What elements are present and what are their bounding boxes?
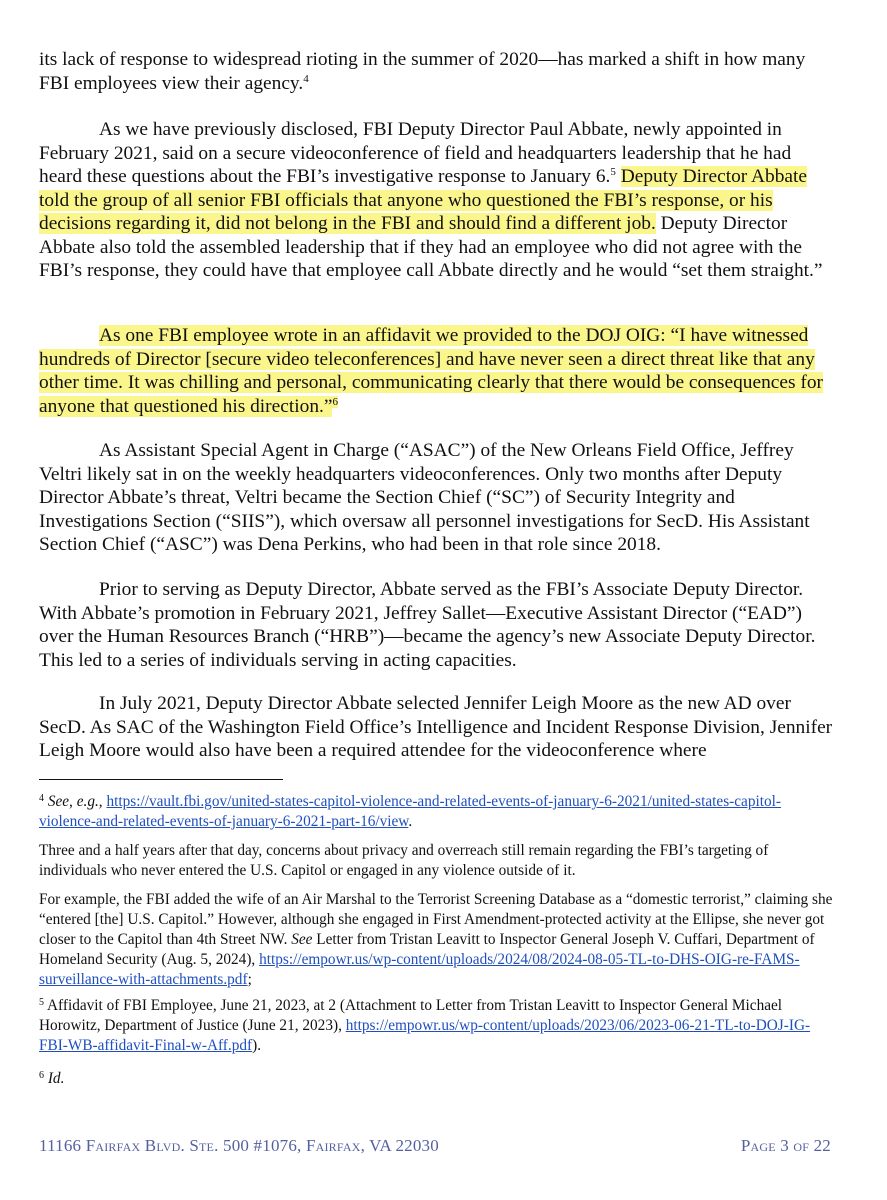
footnote-ref[interactable]: 4 <box>303 72 309 85</box>
punctuation: . <box>408 813 413 830</box>
footnote-link[interactable]: https://empowr.us/wp-content/uploads/2023/06/2023-06-21-TL-to-DOJ-IG-FBI-WB-affidavit-Final-w-Aff.pdf <box>39 1017 811 1054</box>
footer-address: 11166 Fairfax Blvd. Ste. 500 #1076, Fairfax, VA 22030 <box>39 1136 439 1155</box>
punctuation: ; <box>247 971 252 988</box>
footnote-4-paragraph <box>39 890 834 990</box>
footnote-ref[interactable]: 6 <box>332 395 338 408</box>
body-paragraph <box>39 439 839 557</box>
punctuation: ). <box>252 1037 262 1054</box>
footer-page-number: Page 3 of 22 <box>740 1136 831 1155</box>
body-paragraph <box>39 118 839 283</box>
paragraph-text: Deputy Director Abbate also told the assembled leadership that if they had an employee who did not agree with the FBI’s response, they could have that employee call Abbate directly and he would “set them straight.” <box>39 213 823 281</box>
footnote-number: 4 <box>39 793 44 804</box>
footnote-4 <box>39 792 834 832</box>
paragraph-text: its lack of response to widespread rioting in the summer of 2020—has marked a shift in how many FBI employees view their agency. <box>39 49 806 94</box>
paragraph-text: Prior to serving as Deputy Director, Abbate served as the FBI’s Associate Deputy Director. With Abbate’s promotion in February 2021, Jeffrey Sallet—Executive Assistant Director (“EAD”) over the Human Resources Branch (“HRB”)—became the agency’s new Associate Deputy Director. This led to a series of individuals serving in acting capacities. <box>39 579 816 671</box>
footnote-link[interactable]: https://empowr.us/wp-content/uploads/2024/08/2024-08-05-TL-to-DHS-OIG-re-FAMS-surveillance-with-attachments.pdf <box>39 951 800 988</box>
footnote-ref[interactable]: 5 <box>610 166 616 178</box>
highlighted-text: Deputy Director Abbate told the group of all senior FBI officials that anyone who questioned the FBI’s response, or his decisions regarding it, did not belong in the FBI and should find a different job. <box>39 166 808 234</box>
body-paragraph <box>39 48 839 95</box>
footnote-text: Id. <box>47 1070 65 1087</box>
footnote-6 <box>39 1069 834 1089</box>
body-paragraph <box>39 324 839 418</box>
paragraph-text: As we have previously disclosed, FBI Deputy Director Paul Abbate, newly appointed in February 2021, said on a secure videoconference of field and headquarters leadership that he had heard these questions about the FBI’s investigative response to January 6. <box>39 119 792 187</box>
citation-signal: See <box>291 931 313 948</box>
footnote-text: Letter from Tristan Leavitt to Inspector General Joseph V. Cuffari, Department of Homeland Security (Aug. 5, 2024), <box>39 931 815 968</box>
paragraph-text: In July 2021, Deputy Director Abbate selected Jennifer Leigh Moore as the new AD over SecD. As SAC of the Washington Field Office’s Intelligence and Incident Response Division, Jennifer Leigh Moore would also have been a required attendee for the videoconference where <box>39 693 833 761</box>
paragraph-text: As Assistant Special Agent in Charge (“ASAC”) of the New Orleans Field Office, Jeffrey Veltri likely sat in on the weekly headquarters videoconferences. Only two months after Deputy Director Abbate’s threat, Veltri became the Section Chief (“SC”) of Security Integrity and Investigations Section (“SIIS”), which oversaw all personnel investigations for SecD. His Assistant Section Chief (“ASC”) was Dena Perkins, who had been in that role since 2018. <box>39 440 810 555</box>
footnote-5 <box>39 996 834 1056</box>
body-paragraph <box>39 578 839 672</box>
body-paragraph <box>39 692 839 763</box>
highlighted-text: As one FBI employee wrote in an affidavit we provided to the DOJ OIG: “I have witnessed hundreds of Director [secure video teleconferences] and have never seen a direct threat like that any other time. It was chilling and personal, communicating clearly that there would be consequences for anyone that questioned his direction.” <box>39 325 823 417</box>
citation-signal: See, e.g., <box>47 793 103 810</box>
footnote-link[interactable]: https://vault.fbi.gov/united-states-capitol-violence-and-related-events-of-january-6-2021/united-states-capitol-violence-and-related-events-of-january-6-2021-part-16/view <box>39 793 781 830</box>
footnote-divider <box>39 779 283 780</box>
footnote-text: For example, the FBI added the wife of an Air Marshal to the Terrorist Screening Database as a “domestic terrorist,” claiming she “entered [the] U.S. Capitol.” However, although she engaged in First Amendment-protected activity at the Ellipse, she never got closer to the Capitol than 4th Street NW. <box>39 891 833 948</box>
footnote-text: Affidavit of FBI Employee, June 21, 2023, at 2 (Attachment to Letter from Tristan Leavitt to Inspector General Michael Horowitz, Department of Justice (June 21, 2023), <box>39 997 783 1034</box>
footnote-text: Three and a half years after that day, concerns about privacy and overreach still remain regarding the FBI’s targeting of individuals who never entered the U.S. Capitol or engaged in any violence outside of it. <box>39 842 769 879</box>
footnote-4-paragraph <box>39 841 834 881</box>
footnote-number: 5 <box>39 997 44 1008</box>
footnote-number: 6 <box>39 1070 44 1081</box>
